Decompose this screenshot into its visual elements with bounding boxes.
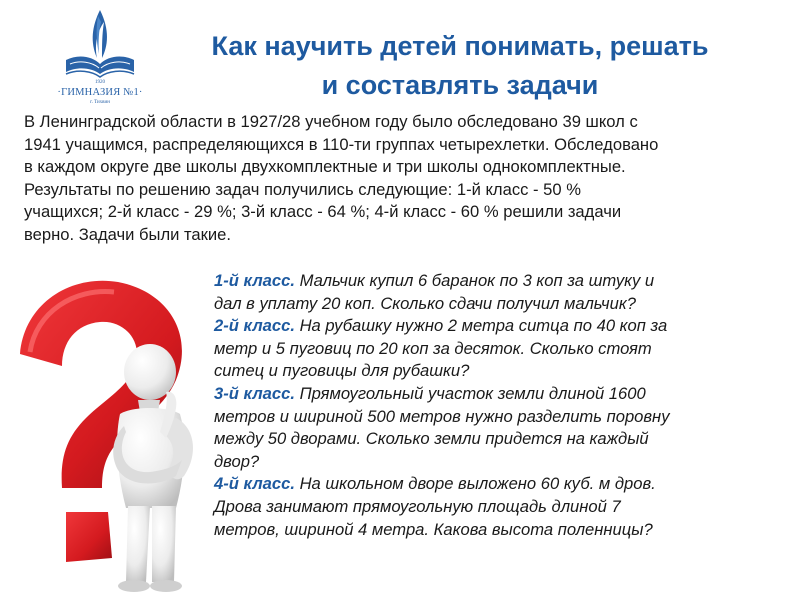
intro-paragraph [24, 111, 799, 246]
tasks-list [214, 270, 784, 541]
task-text: Прямоугольный участок земли длиной 1600 [294, 383, 646, 403]
task-text: дал в уплату 20 коп. Сколько сдачи получил мальчик? [214, 293, 636, 313]
intro-line: верно. Задачи были такие. [24, 224, 232, 244]
task-text: Мальчик купил 6 баранок по 3 коп за штуку и [294, 271, 655, 290]
task-item [214, 473, 784, 541]
task-text: На школьном дворе выложено 60 куб. м дров. [294, 474, 656, 494]
intro-line: Результаты по решению задач получились следующие: 1-й класс - 50 % [24, 179, 581, 199]
logo-name: ·ГИМНАЗИЯ №1· [57, 87, 143, 98]
task-label: 4-й класс. [214, 474, 295, 494]
task-text: между 50 дворами. Сколько земли придется на каждый [214, 429, 649, 449]
intro-line: в каждом округе две школы двухкомплектные и три школы однокомплектные. [24, 157, 626, 176]
task-label: 2-й класс. [214, 316, 295, 336]
logo-year: 1920 [95, 80, 105, 85]
intro-line: учащихся; 2-й класс - 29 %; 3-й класс - 64 %; 4-й класс - 60 % решили задачи [24, 202, 622, 221]
logo-city: г. Тихвин [90, 100, 110, 105]
task-text: метров, шириной 4 метра. Какова высота поленницы? [214, 519, 653, 539]
task-item [214, 383, 784, 473]
task-item [214, 270, 784, 315]
task-item [214, 315, 784, 383]
task-text: На рубашку нужно 2 метра ситца по 40 коп за [294, 316, 668, 336]
task-text: ситец и пуговицы для рубашки? [214, 361, 470, 381]
title-line-1: Как научить детей понимать, решать [211, 31, 709, 61]
intro-line: В Ленинградской области в 1927/28 учебном году было обследовано 39 школ с [24, 112, 638, 131]
question-figure-illustration [0, 262, 215, 600]
book-flame-icon [52, 8, 148, 83]
page-title [155, 27, 765, 105]
task-label: 3-й класс. [214, 383, 295, 403]
gymnasium-logo [52, 8, 148, 120]
thinking-person-icon [113, 344, 193, 592]
task-label: 1-й класс. [214, 271, 295, 290]
task-text: двор? [214, 451, 260, 471]
task-text: метр и 5 пуговиц по 20 коп за десяток. Сколько стоят [214, 338, 652, 358]
task-text: Дрова занимают прямоугольную площадь длиной 7 [214, 496, 621, 516]
intro-line: 1941 учащимся, распределяющихся в 110-ти группах четырехлетки. Обследовано [24, 134, 659, 154]
task-text: метров и шириной 500 метров нужно разделить поровну [214, 406, 670, 426]
title-line-2: и составлять задачи [321, 70, 599, 100]
